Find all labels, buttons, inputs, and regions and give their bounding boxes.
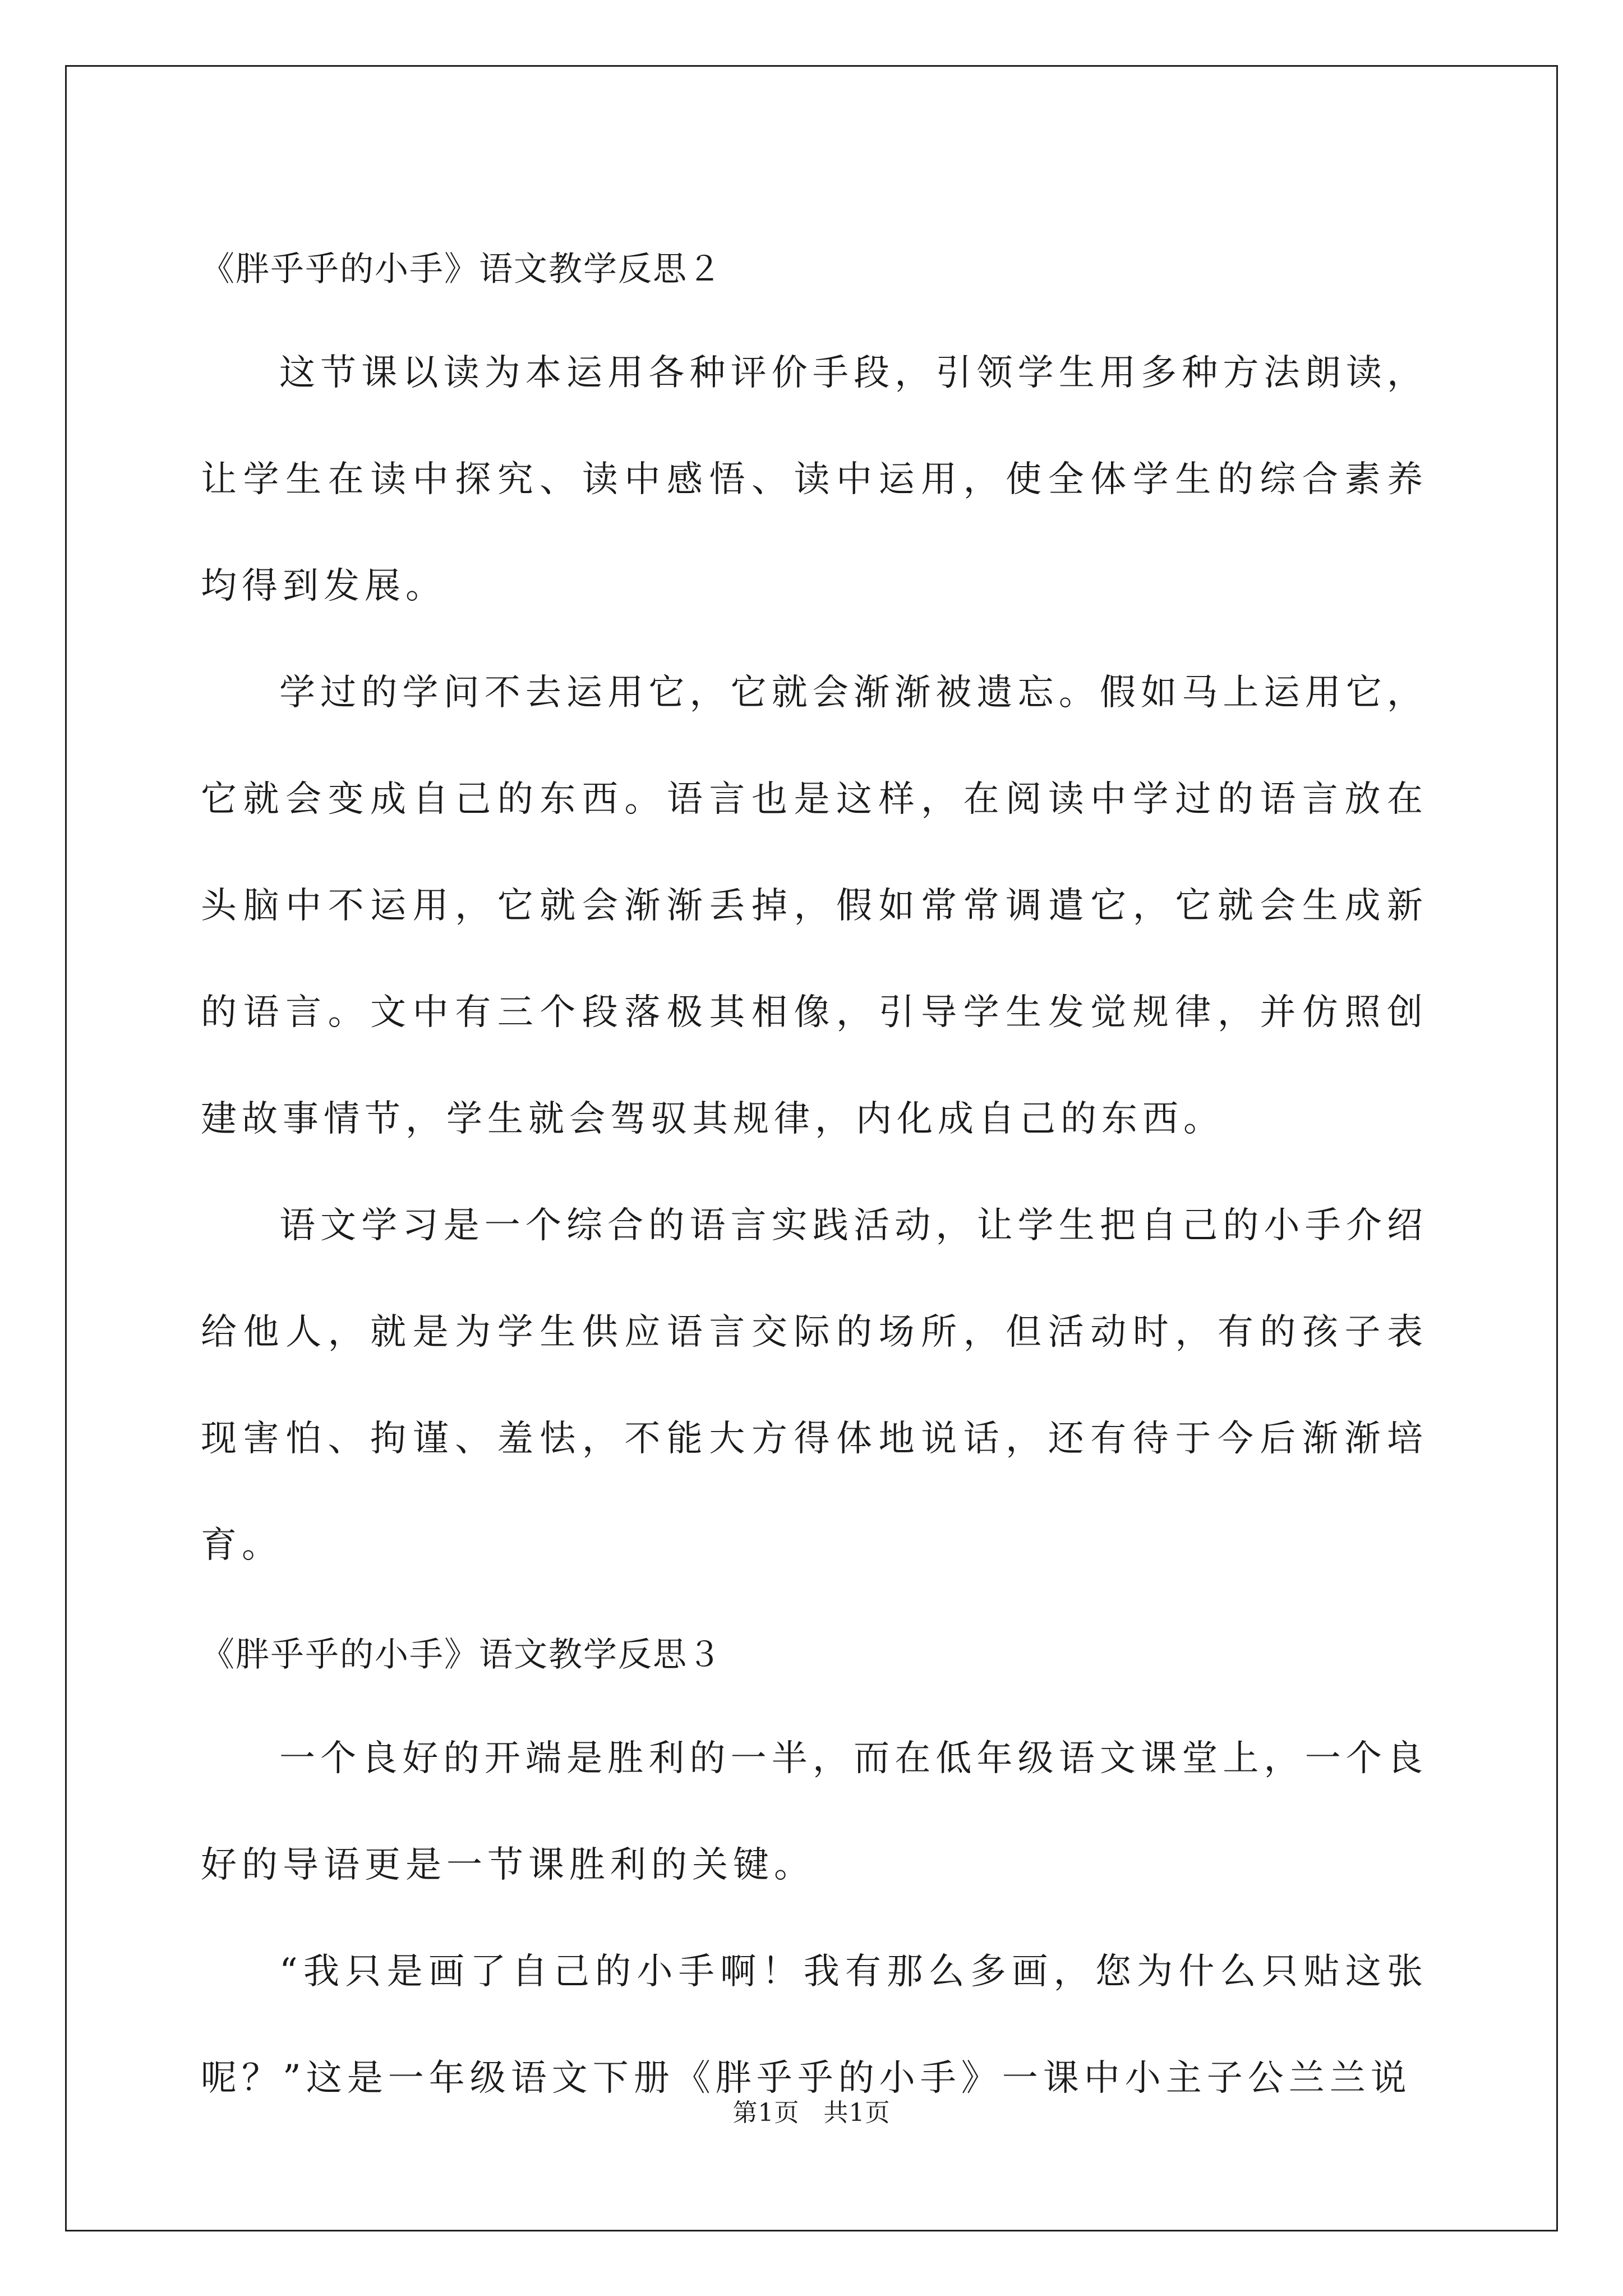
paragraph: 语文学习是一个综合的语言实践活动，让学生把自己的小手介绍给他人，就是为学生供应语言交际的场所，但活动时，有的孩子表现害怕、拘谨、羞怯，不能大方得体地说话，还有待于今后渐渐培育。 <box>201 1205 1428 1566</box>
section-reflection-2 <box>201 213 1428 1599</box>
paragraph: “我只是画了自己的小手啊！我有那么多画，您为什么只贴这张呢？”这是一年级语文下册《胖乎乎的小手》一课中小主子公兰兰说 <box>201 1951 1428 2099</box>
section-heading: 《胖乎乎的小手》语文教学反思３ <box>201 1635 722 1674</box>
page-total: 共1页 <box>823 2099 891 2127</box>
page-number: 第1页 <box>732 2099 800 2127</box>
page-footer <box>0 2092 1623 2128</box>
paragraph: 一个良好的开端是胜利的一半，而在低年级语文课堂上，一个良好的导语更是一节课胜利的关键。 <box>201 1738 1428 1886</box>
document-body <box>201 213 1428 2132</box>
paragraph: 学过的学问不去运用它，它就会渐渐被遗忘。假如马上运用它，它就会变成自己的东西。语言也是这样，在阅读中学过的语言放在头脑中不运用，它就会渐渐丢掉，假如常常调遣它，它就会生成新的语言。文中有三个段落极其相像，引导学生发觉规律，并仿照创建故事情节，学生就会驾驭其规律，内化成自己的东西。 <box>201 672 1428 1140</box>
section-reflection-3 <box>201 1599 1428 2132</box>
section-heading: 《胖乎乎的小手》语文教学反思２ <box>201 250 722 289</box>
paragraph: 这节课以读为本运用各种评价手段，引领学生用多种方法朗读，让学生在读中探究、读中感悟、读中运用，使全体学生的综合素养均得到发展。 <box>201 352 1428 607</box>
